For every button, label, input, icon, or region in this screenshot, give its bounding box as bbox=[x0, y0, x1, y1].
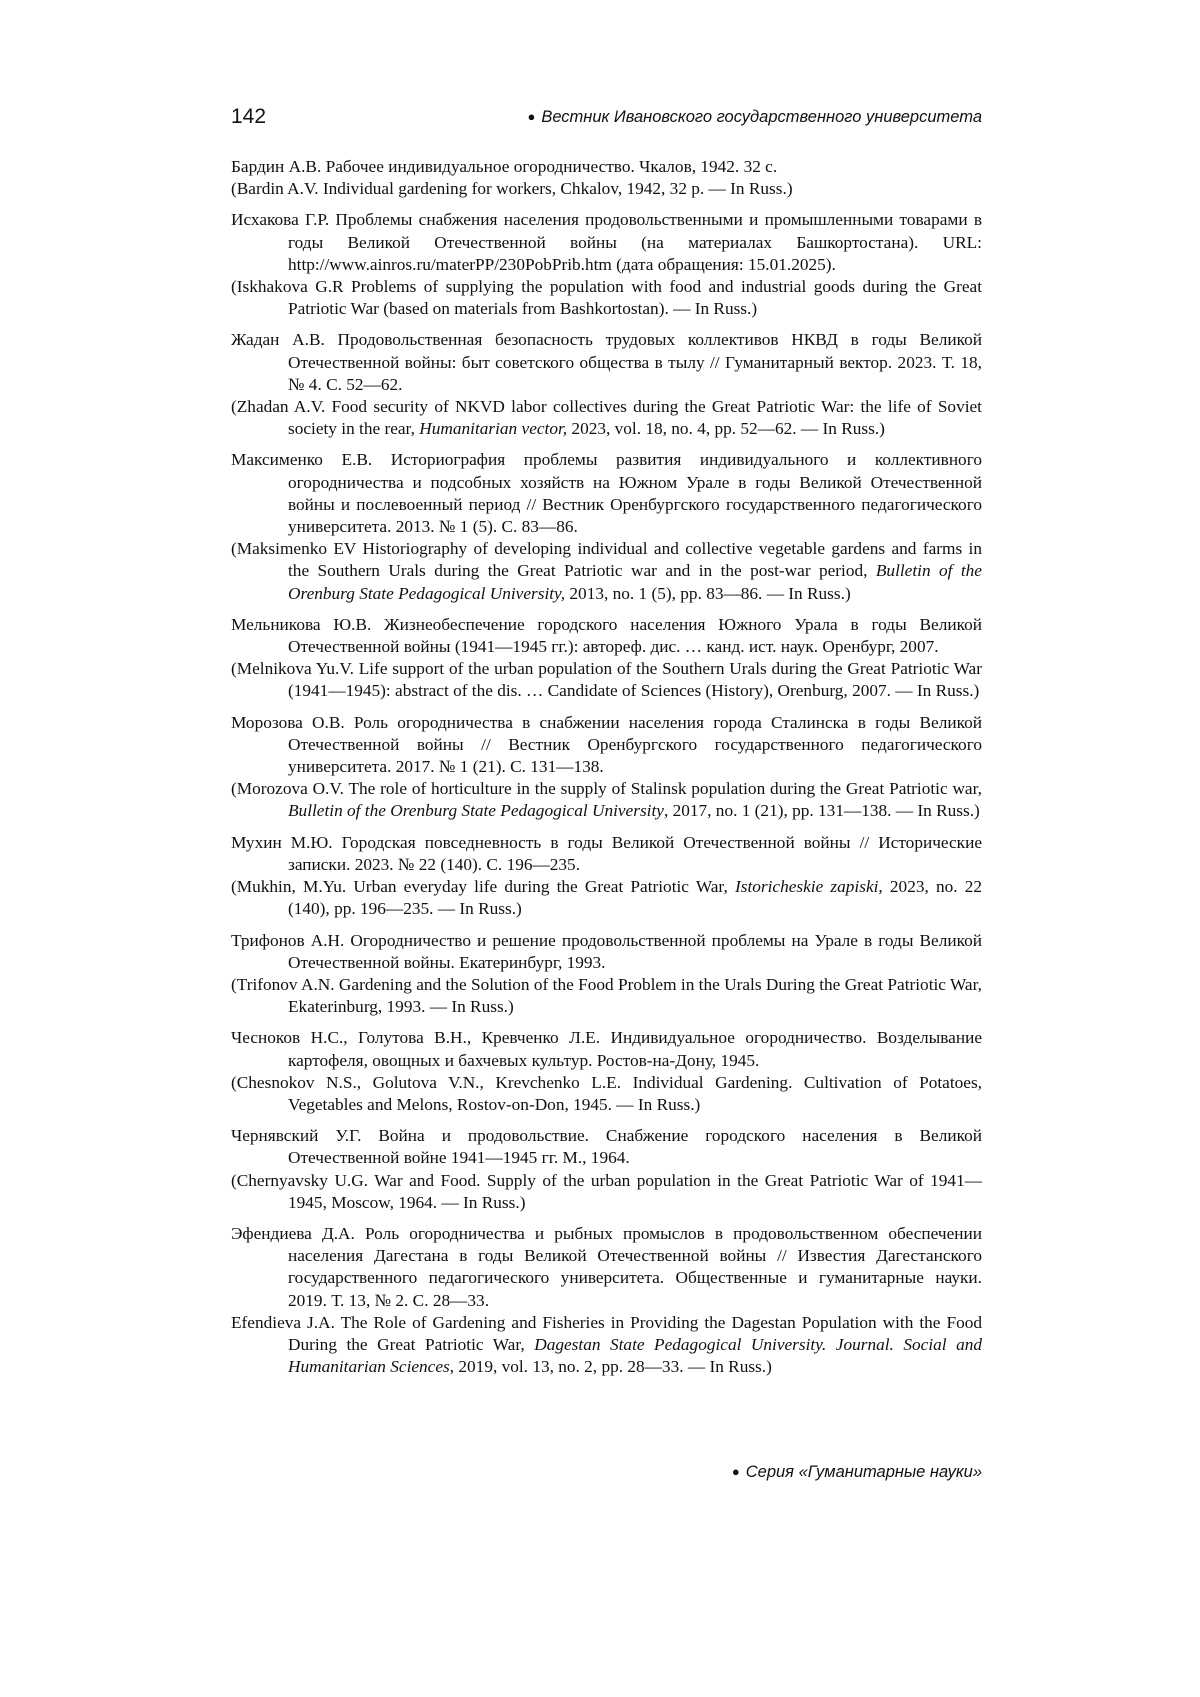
reference-text: Морозова О.В. Роль огородничества в снабжении населения города Сталинска в годы Великой Отечественной войны // Вестник Оренбургского государственного педагогического университета. 2017. № 1 (21). С. 131—138. bbox=[231, 713, 982, 776]
reference-text: (Trifonov A.N. Gardening and the Solution of the Food Problem in the Urals During the Great Patriotic War, Ekaterinburg, 1993. — In Russ.) bbox=[231, 975, 982, 1016]
reference-text: Чесноков Н.С., Голутова В.Н., Кревченко Л.Е. Индивидуальное огородничество. Возделывание картофеля, овощных и бахчевых культур. Ростов-на-Дону, 1945. bbox=[231, 1028, 982, 1069]
reference-entry-en bbox=[231, 538, 982, 605]
reference-entry-en bbox=[231, 178, 982, 200]
bullet-icon: ● bbox=[527, 109, 535, 124]
reference-entry-ru bbox=[231, 449, 982, 538]
reference-text: Efendieva J.A. The Role of Gardening and Fisheries in Providing the Dagestan Population with the Food During the Great Patriotic War, bbox=[231, 1313, 982, 1354]
reference-source-title: Bulletin of the Orenburg State Pedagogical University bbox=[288, 801, 664, 820]
reference-text: , 2017, no. 1 (21), pp. 131—138. — In Russ.) bbox=[664, 801, 980, 820]
reference-entry-ru bbox=[231, 209, 982, 276]
reference-entry-en bbox=[231, 1072, 982, 1116]
reference-source-title: Humanitarian vector, bbox=[419, 419, 567, 438]
reference-source-title: Dagestan State Pedagogical University. Journal. Social and Humanitarian Sciences bbox=[288, 1335, 982, 1376]
reference-text: (Melnikova Yu.V. Life support of the urban population of the Southern Urals during the Great Patriotic War (1941—1945): abstract of the dis. … Candidate of Sciences (History), Orenburg, 2007. — In Russ.) bbox=[231, 659, 982, 700]
reference-entry-ru bbox=[231, 832, 982, 876]
reference-entry-ru bbox=[231, 156, 982, 178]
page-number: 142 bbox=[231, 104, 266, 130]
journal-title bbox=[527, 104, 982, 130]
reference-text: (Maksimenko EV Historiography of developing individual and collective vegetable gardens and farms in the Southern Urals during the Great Patriotic war and in the post-war period, bbox=[231, 539, 982, 580]
reference-entry-en bbox=[231, 1170, 982, 1214]
reference-text: (Morozova O.V. The role of horticulture in the supply of Stalinsk population during the Great Patriotic war, bbox=[231, 779, 982, 798]
running-footer bbox=[231, 1460, 982, 1484]
reference-source-title: Bulletin of the Orenburg State Pedagogical University, bbox=[288, 561, 982, 602]
reference-entry-en bbox=[231, 876, 982, 920]
reference-text: (Bardin A.V. Individual gardening for workers, Chkalov, 1942, 32 p. — In Russ.) bbox=[231, 179, 793, 198]
reference-text: Чернявский У.Г. Война и продовольствие. Снабжение городского населения в Великой Отечественной войне 1941—1945 гг. М., 1964. bbox=[231, 1126, 982, 1167]
reference-entry-ru bbox=[231, 329, 982, 396]
reference-text: Жадан А.В. Продовольственная безопасность трудовых коллективов НКВД в годы Великой Отечественной войны: быт советского общества в тылу // Гуманитарный вектор. 2023. Т. 18, № 4. С. 52—62. bbox=[231, 330, 982, 393]
reference-entry-en bbox=[231, 276, 982, 320]
reference-entry-ru bbox=[231, 930, 982, 974]
reference-entry-ru bbox=[231, 712, 982, 779]
reference-text: (Mukhin, M.Yu. Urban everyday life during the Great Patriotic War, bbox=[231, 877, 735, 896]
reference-text: (Iskhakova G.R Problems of supplying the population with food and industrial goods during the Great Patriotic War (based on materials from Bashkortostan). — In Russ.) bbox=[231, 277, 982, 318]
reference-entry-ru bbox=[231, 1223, 982, 1312]
series-name: Серия «Гуманитарные науки» bbox=[746, 1463, 982, 1481]
running-header bbox=[231, 104, 982, 130]
reference-text: (Chesnokov N.S., Golutova V.N., Krevchenko L.E. Individual Gardening. Cultivation of Potatoes, Vegetables and Melons, Rostov-on-Don, 1945. — In Russ.) bbox=[231, 1073, 982, 1114]
reference-entry-en bbox=[231, 974, 982, 1018]
reference-text: 2023, vol. 18, no. 4, pp. 52—62. — In Russ.) bbox=[567, 419, 885, 438]
reference-text: Мельникова Ю.В. Жизнеобеспечение городского населения Южного Урала в годы Великой Отечественной войны (1941—1945 гг.): автореф. дис. … канд. ист. наук. Оренбург, 2007. bbox=[231, 615, 982, 656]
reference-entry-ru bbox=[231, 1125, 982, 1169]
reference-text: 2023, no. 22 (140), pp. 196—235. — In Russ.) bbox=[288, 877, 982, 918]
reference-source-title: Istoricheskie zapiski, bbox=[735, 877, 883, 896]
journal-name: Вестник Ивановского государственного университета bbox=[541, 108, 982, 126]
reference-entry-en bbox=[231, 1312, 982, 1379]
reference-entry-en bbox=[231, 778, 982, 822]
reference-text: (Chernyavsky U.G. War and Food. Supply of the urban population in the Great Patriotic War of 1941—1945, Moscow, 1964. — In Russ.) bbox=[231, 1171, 982, 1212]
reference-text: (Zhadan A.V. Food security of NKVD labor collectives during the Great Patriotic War: the life of Soviet society in the rear, bbox=[231, 397, 982, 438]
reference-text: Бардин А.В. Рабочее индивидуальное огородничество. Чкалов, 1942. 32 с. bbox=[231, 157, 777, 176]
reference-text: , 2019, vol. 13, no. 2, pp. 28—33. — In Russ.) bbox=[450, 1357, 772, 1376]
reference-text: Эфендиева Д.А. Роль огородничества и рыбных промыслов в продовольственном обеспечении населения Дагестана в годы Великой Отечественной войны // Известия Дагестанского государственного педагогического университета. Общественные и гуманитарные науки. 2019. Т. 13, № 2. С. 28—33. bbox=[231, 1224, 982, 1310]
reference-entry-en bbox=[231, 396, 982, 440]
reference-entry-ru bbox=[231, 1027, 982, 1071]
bullet-icon: ● bbox=[732, 1464, 740, 1479]
reference-list bbox=[231, 156, 982, 1378]
reference-text: Мухин М.Ю. Городская повседневность в годы Великой Отечественной войны // Исторические записки. 2023. № 22 (140). С. 196—235. bbox=[231, 833, 982, 874]
reference-text: Трифонов А.Н. Огородничество и решение продовольственной проблемы на Урале в годы Великой Отечественной войны. Екатеринбург, 1993. bbox=[231, 931, 982, 972]
reference-text: Максименко Е.В. Историография проблемы развития индивидуального и коллективного огородничества и подсобных хозяйств на Южном Урале в годы Великой Отечественной войны и послевоенный период // Вестник Оренбургского государственного педагогического университета. 2013. № 1 (5). С. 83—86. bbox=[231, 450, 982, 536]
reference-text: 2013, no. 1 (5), pp. 83—86. — In Russ.) bbox=[565, 584, 851, 603]
reference-text: Исхакова Г.Р. Проблемы снабжения населения продовольственными и промышленными товарами в годы Великой Отечественной войны (на материалах Башкортостана). URL: http://www.ainros.ru/materPP/230PobPrib.htm (дата обращения: 15.01.2025). bbox=[231, 210, 982, 273]
reference-entry-en bbox=[231, 658, 982, 702]
reference-entry-ru bbox=[231, 614, 982, 658]
